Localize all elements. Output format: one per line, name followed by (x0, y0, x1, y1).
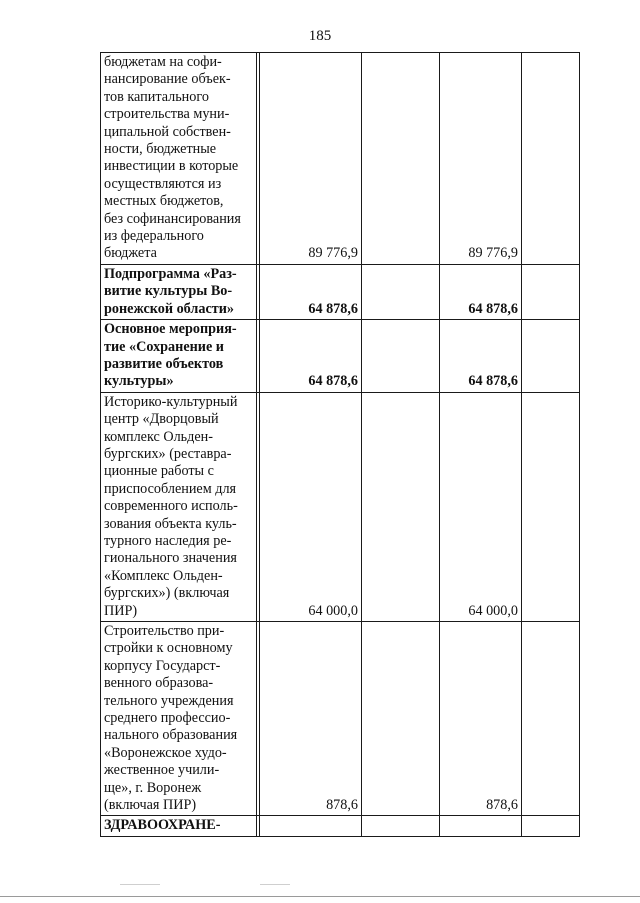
value-b-cell: 64 878,6 (440, 320, 522, 393)
value-a-cell: 878,6 (260, 622, 362, 816)
row-name: Строительство при- стройки к основному корпусу Государст- венного образова- тельного учреждения среднего профессио- нального образования «Воронежское худо- жественное учили- ще», г. Воронеж (включая ПИР) (101, 622, 257, 816)
table-row (101, 622, 580, 816)
page-number: 185 (308, 28, 332, 44)
value-a-cell (260, 816, 362, 836)
empty-cell (362, 320, 440, 393)
empty-cell (362, 264, 440, 319)
empty-cell (522, 622, 580, 816)
empty-cell (522, 392, 580, 621)
row-name: бюджетам на софи- нансирование объек- тов капитального строительства муни- ципальной собствен- ности, бюджетные инвестиции в которые осуществляются из местных бюджетов, без софинансирования из федерального бюджета (101, 53, 257, 265)
scan-artifact (260, 884, 290, 885)
empty-cell (362, 53, 440, 265)
scan-edge-line (0, 896, 640, 897)
value-b-cell: 878,6 (440, 622, 522, 816)
budget-table (100, 52, 580, 837)
table-row (101, 320, 580, 393)
row-name: Историко-культурный центр «Дворцовый комплекс Ольден- бургских» (реставра- ционные работы с приспособлением для современного исполь- зования объекта куль- турного наследия ре- гионального значения «Комплекс Ольден- бургских») (включая ПИР) (101, 392, 257, 621)
table-row (101, 816, 580, 836)
row-name: ЗДРАВООХРАНЕ- (101, 816, 257, 836)
value-a-cell: 64 878,6 (260, 320, 362, 393)
table-row (101, 264, 580, 319)
empty-cell (522, 320, 580, 393)
empty-cell (362, 392, 440, 621)
table-row (101, 392, 580, 621)
empty-cell (362, 816, 440, 836)
scan-artifact (120, 884, 160, 885)
value-b-cell: 64 000,0 (440, 392, 522, 621)
table-row (101, 53, 580, 265)
empty-cell (362, 622, 440, 816)
row-name: Основное мероприя- тие «Сохранение и развитие объектов культуры» (101, 320, 257, 393)
empty-cell (522, 53, 580, 265)
value-b-cell: 89 776,9 (440, 53, 522, 265)
value-b-cell: 64 878,6 (440, 264, 522, 319)
empty-cell (522, 816, 580, 836)
empty-cell (522, 264, 580, 319)
value-a-cell: 64 000,0 (260, 392, 362, 621)
row-name: Подпрограмма «Раз- витие культуры Во- ронежской области» (101, 264, 257, 319)
value-a-cell: 64 878,6 (260, 264, 362, 319)
value-b-cell (440, 816, 522, 836)
value-a-cell: 89 776,9 (260, 53, 362, 265)
